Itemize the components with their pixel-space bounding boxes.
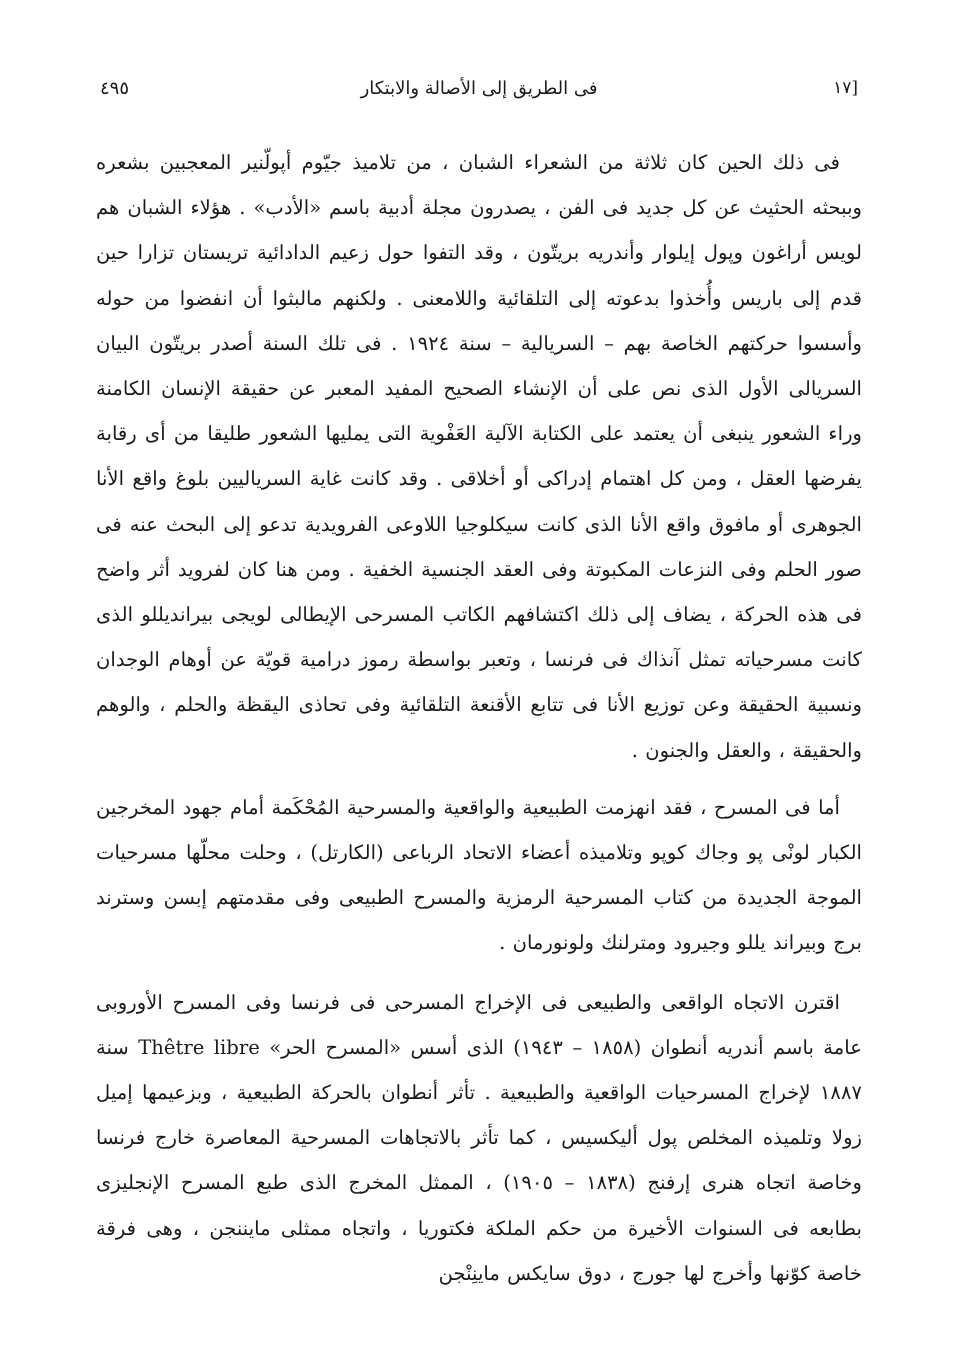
paragraph-antoine: اقترن الاتجاه الواقعى والطبيعى فى الإخراج المسرحى فى فرنسا وفى المسرح الأوروبى عامة باسم أندريه أنطوان (١٨٥٨ – ١٩٤٣) الذى أسس «المسرح الحر» Thêtre libre سنة ١٨٨٧ لإخراج المسرحيات الواقعية والطبيعية . تأثر أنطوان بالحركة الطبيعية ، وبزعيمها إميل زولا وتلميذه المخلص پول أليكسيس ، كما تأثر بالاتجاهات المسرحية المعاصرة خارج فرنسا وخاصة اتجاه هنرى إرفنج (١٨٣٨ – ١٩٠٥) ، الممثل المخرج الذى طبع المسرح الإنجليزى بطابعه فى السنوات الأخيرة من حكم الملكة فكتوريا ، واتجاه ممثلى مايننجن ، وهى فرقة خاصة كوّنها وأخرج لها جورج ، دوق سايكس ماينِنْجن — [96, 990, 862, 1285]
page-number: ٤٩٥ — [100, 78, 130, 99]
running-title: فى الطريق إلى الأصالة والابتكار — [360, 78, 598, 99]
paragraph-surrealism: فى ذلك الحين كان ثلاثة من الشعراء الشبان ، من تلاميذ جيّوم أپولّنير المعجبين بشعره وببحثه الحثيث عن كل جديد فى الفن ، يصدرون مجلة أدبية باسم «الأدب» . هؤلاء الشبان هم لويس أراغون وپول إيلوار وأندريه بريتّون ، وقد التفوا حول زعيم الدادائية تريستان تزارا حين قدم إلى باريس وأُخذوا بدعوته إلى التلقائية واللامعنى . ولكنهم مالبثوا أن انفضوا من حوله وأسسوا حركتهم الخاصة بهم – السريالية – سنة ١٩٢٤ . فى تلك السنة أصدر بريتّون البيان السريالى الأول الذى نص على أن الإنشاء الصحيح المفيد المعبر عن حقيقة الإنسان الكامنة وراء الشعور ينبغى أن يعتمد على الكتابة الآلية العَفْوية التى يمليها الشعور طليقا من أى رقابة يفرضها العقل ، ومن كل اهتمام إدراكى أو أخلاقى . وقد كانت غاية السرياليين بلوغ واقع الأنا الجوهرى أو مافوق واقع الأنا الذى كانت سيكلوجيا اللاوعى الفرويدية تدعو إلى البحث عنه فى صور الحلم وفى النزعات المكبوتة وفى العقد الجنسية الخفية . ومن هنا كان لفرويد أثر واضح فى هذه الحركة ، يضاف إلى ذلك اكتشافهم الكاتب المسرحى الإيطالى لويجى بيرانديللو الذى كانت مسرحياته تمثل آنذاك فى فرنسا ، وتعبر بواسطة رموز درامية قويّة عن أوهام الوجدان ونسبية الحقيقة وعن توزيع الأنا فى تتابع الأقنعة التلقائية وفى تحاذى اليقظة والحلم ، والوهم والحقيقة ، والعقل والجنون . — [96, 151, 862, 762]
running-header — [100, 78, 858, 112]
page-body — [96, 140, 862, 1296]
paragraph-theatre: أما فى المسرح ، فقد انهزمت الطبيعية والواقعية والمسرحية المُحْكَمة أمام جهود المخرجين الكبار لونْى پو وجاك كوپو وتلاميذه أعضاء الاتحاد الرباعى (الكارتل) ، وحلت محلّها مسرحيات الموجة الجديدة من كتاب المسرحية الرمزية والمسرح الطبيعى وفى مقدمتهم إبسن وسترند برج وبيراند يللو وجيرود ومترلنك ولونورمان . — [96, 795, 862, 955]
chapter-number: [١٧ — [833, 78, 858, 98]
